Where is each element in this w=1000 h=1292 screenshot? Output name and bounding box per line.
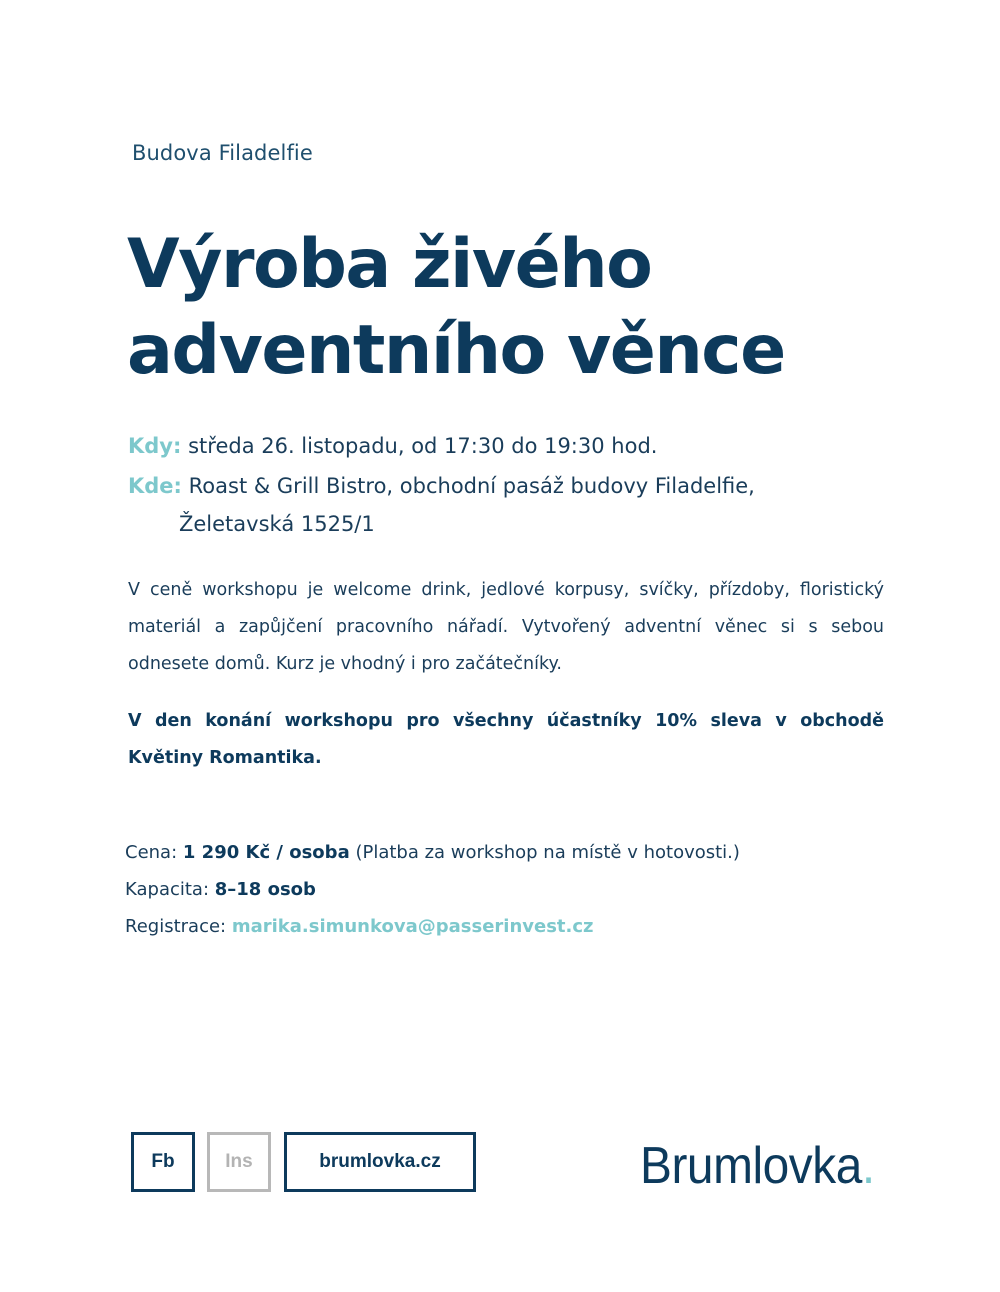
brand-dot: .: [861, 1137, 875, 1195]
description-paragraph: V ceně workshopu je welcome drink, jedlové korpusy, svíčky, přízdoby, floristický materiál a zapůjčení pracovního nářadí. Vytvořený adventní věnec si s sebou odnesete domů. Kurz je vhodný i pro začátečníky.: [128, 580, 884, 674]
registration-row: [125, 908, 740, 945]
where-label: Kde:: [128, 474, 182, 498]
price-value: 1 290 Kč / osoba: [182, 842, 350, 863]
when-row: [128, 427, 657, 465]
price-note: (Platba za workshop na místě v hotovosti.): [349, 842, 740, 863]
registration-email-link[interactable]: marika.simunkova@passerinvest.cz: [231, 916, 594, 937]
website-button[interactable]: brumlovka.cz: [284, 1132, 476, 1192]
registration-label: Registrace:: [125, 916, 232, 937]
title-line-1: Výroba živého: [127, 225, 652, 304]
instagram-button[interactable]: Ins: [207, 1132, 271, 1192]
when-label: Kdy:: [128, 434, 182, 458]
where-value-line-1: Roast & Grill Bistro, obchodní pasáž budovy Filadelfie,: [188, 474, 755, 498]
price-label: Cena:: [125, 842, 183, 863]
promo-paragraph: V den konání workshopu pro všechny účastníky 10% sleva v obchodě Květiny Romantika.: [128, 711, 884, 768]
event-facts: [125, 834, 740, 945]
price-row: [125, 834, 740, 871]
capacity-value: 8–18 osob: [214, 879, 316, 900]
page-title: [127, 222, 907, 394]
brumlovka-logo: [640, 1134, 875, 1198]
capacity-row: [125, 871, 740, 908]
venue-kicker: Budova Filadelfie: [132, 141, 313, 165]
where-value-line-2: Želetavská 1525/1: [179, 512, 375, 536]
when-value: středa 26. listopadu, od 17:30 do 19:30 hod.: [188, 434, 658, 458]
title-line-2: adventního věnce: [127, 311, 785, 390]
brand-name: Brumlovka: [640, 1137, 862, 1195]
capacity-label: Kapacita:: [125, 879, 215, 900]
facebook-button[interactable]: Fb: [131, 1132, 195, 1192]
where-row: [128, 467, 755, 543]
